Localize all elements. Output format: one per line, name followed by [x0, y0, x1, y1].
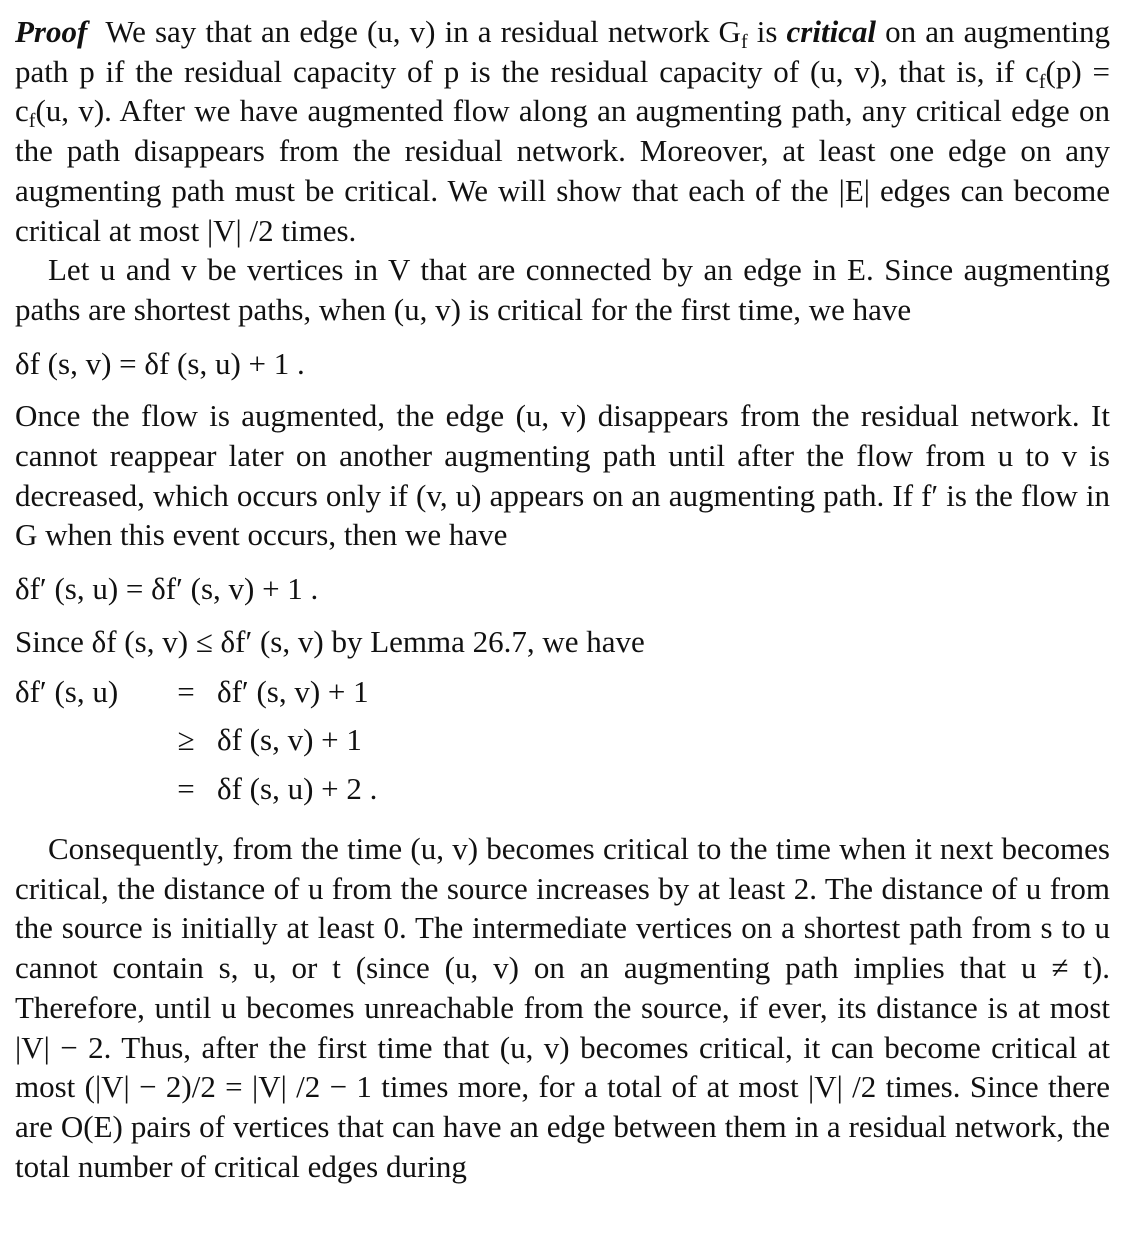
p1-part-c: on an augmenting path p if the residual capacity of p is the residual capacity of (u, v), that is, if c [15, 14, 1110, 89]
aligned-relation: ≥ [177, 722, 195, 758]
aligned-rhs: δf (s, v) + 1 [217, 722, 362, 758]
paragraph-vertices: Let u and v be vertices in V that are connected by an edge in E. Since augmenting paths are shortest paths, when (u, v) is critical for the first time, we have [15, 252, 1110, 327]
paragraph-augmented: Once the flow is augmented, the edge (u, v) disappears from the residual network. It cannot reappear later on another augmenting path until after the flow from u to v is decreased, which occurs only if (v, u) appears on an augmenting path. If f′ is the flow in G when this event occurs, then we have [15, 398, 1110, 553]
p1-part-b: is [747, 14, 787, 49]
paragraph-consequently: Consequently, from the time (u, v) becomes critical to the time when it next becomes critical, the distance of u from the source increases by at least 2. The distance of u from the source is initially at least 0. The intermediate vertices on a shortest path from s to u cannot contain s, u, or t (since (u, v) on an augmenting path implies that u ≠ t). Therefore, until u becomes unreachable from the source, if ever, its distance is at most |V| − 2. Thus, after the first time that (u, v) becomes critical, it can become critical at most (|V| − 2)/2 = |V| /2 − 1 times more, for a total of at most |V| /2 times. Since there are O(E) pairs of vertices that can have an edge between them in a residual network, the total number of critical edges during [15, 831, 1110, 1184]
aligned-lhs: δf′ (s, u) [15, 673, 119, 709]
p1-subscript-2: f [1038, 70, 1046, 93]
p1-subscript-3: f [28, 110, 36, 133]
aligned-relation: = [177, 673, 195, 709]
p1-part-a: We say that an edge (u, v) in a residual network G [105, 14, 741, 49]
p1-subscript: f [740, 31, 748, 53]
aligned-row [15, 765, 377, 814]
aligned-relation: = [177, 770, 195, 806]
p1-part-e: (u, v). After we have augmented flow along an augmenting path, any critical edge on the path disappears from the residual network. Moreover, at least one edge on any augmenting path must be critical. We will show that each of the |E| edges can become critical at most |V| /2 times. [15, 93, 1110, 248]
aligned-rhs: δf′ (s, v) + 1 [217, 673, 369, 709]
critical-term: critical [786, 14, 877, 49]
aligned-rhs: δf (s, u) + 2 . [217, 770, 378, 806]
paragraph-lemma: Since δf (s, v) ≤ δf′ (s, v) by Lemma 26.7, we have [15, 623, 645, 659]
aligned-equations [15, 668, 377, 814]
aligned-row [15, 716, 377, 765]
p1-part-d: (p) = c [15, 53, 1110, 129]
proof-label: Proof [15, 14, 88, 49]
paragraph-definition [15, 12, 1110, 250]
equation-1: δf (s, v) = δf (s, u) + 1 . [15, 345, 305, 381]
aligned-row [15, 668, 377, 717]
equation-2: δf′ (s, u) = δf′ (s, v) + 1 . [15, 571, 319, 607]
